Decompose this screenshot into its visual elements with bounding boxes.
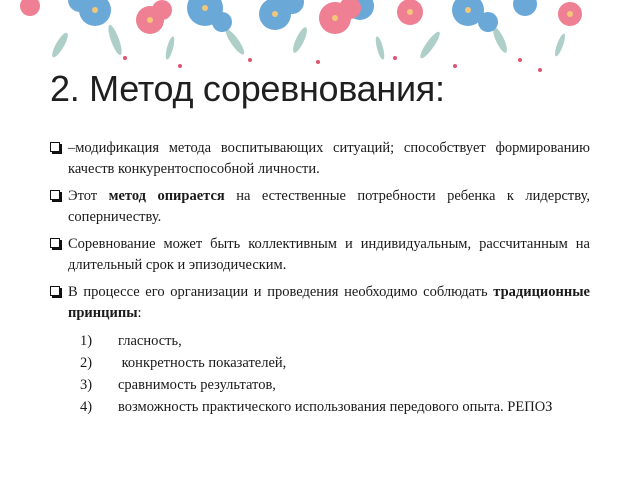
slide-title: 2. Метод соревнования: <box>50 68 445 109</box>
principles-list <box>80 330 590 418</box>
checkbox-bullet-icon <box>50 190 60 200</box>
bullet-text-bold: метод опирается <box>108 188 225 204</box>
bullet-item <box>50 282 590 324</box>
bullet-text-post: на естественные потребности ребенка к лидерству, соперничеству. <box>68 188 590 225</box>
list-item <box>80 374 590 396</box>
bullet-text-pre: В процессе его организации и проведения необходимо соблюдать <box>68 284 494 300</box>
bullet-item <box>50 186 590 228</box>
slide-content <box>50 138 590 418</box>
checkbox-bullet-icon <box>50 286 60 296</box>
list-item <box>80 330 590 352</box>
bullet-text-pre: Этот <box>68 188 109 204</box>
list-item <box>80 352 590 374</box>
bullet-text: –модификация метода воспитывающих ситуаций; способствует формированию качеств конкурентоспособной личности. <box>68 140 590 177</box>
bullet-item <box>50 138 590 180</box>
checkbox-bullet-icon <box>50 238 60 248</box>
list-item-text: гласность, <box>118 333 182 349</box>
list-item-number: 3) <box>80 377 93 393</box>
bullet-text-bold: традиционные принципы <box>68 284 590 321</box>
list-item-text: возможность практического использования передового опыта. РЕПОЗ <box>118 399 553 415</box>
list-item-text: сравнимость результатов, <box>118 377 276 393</box>
list-item <box>80 396 590 418</box>
bullet-text-post: : <box>137 305 142 321</box>
list-item-number: 4) <box>80 399 93 415</box>
list-item-number: 1) <box>80 333 93 349</box>
checkbox-bullet-icon <box>50 142 60 152</box>
list-item-text: конкретность показателей, <box>118 355 287 371</box>
list-item-number: 2) <box>80 355 93 371</box>
bullet-text: Соревнование может быть коллективным и индивидуальным, рассчитанным на длительный срок и эпизодическим. <box>68 236 590 273</box>
bullet-item <box>50 234 590 276</box>
